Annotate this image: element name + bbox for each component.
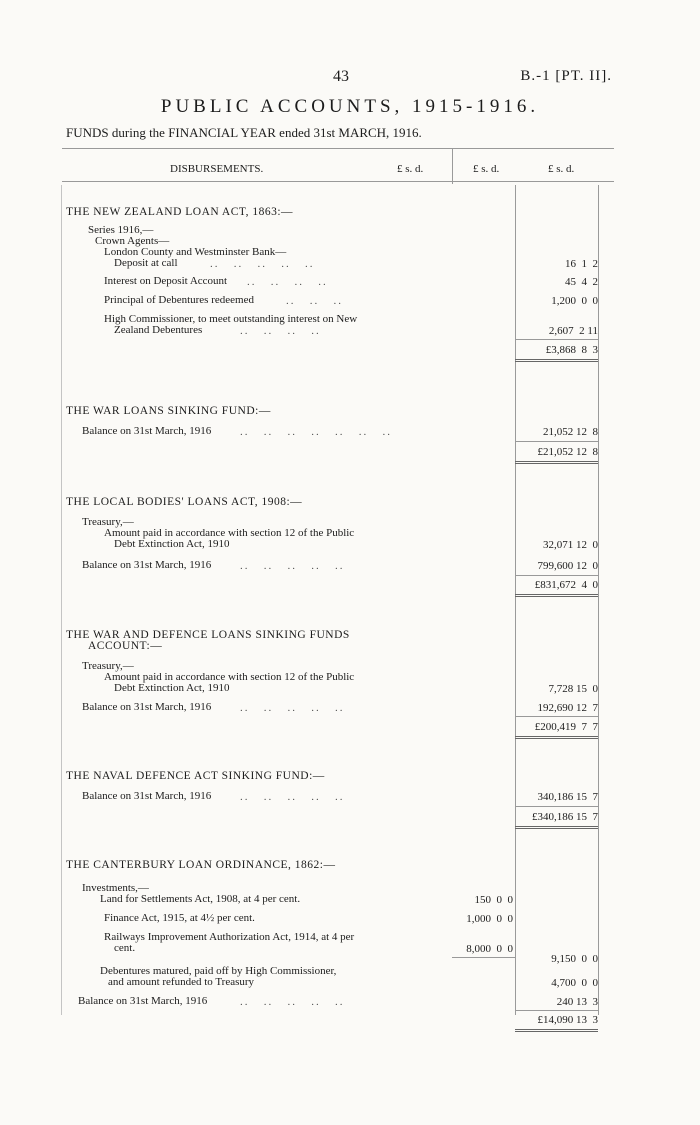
section-total: £340,186 15 7 (532, 811, 598, 823)
amount-cell: 2,607 2 11 (548, 325, 598, 337)
column-divider-2 (515, 185, 516, 1015)
row-label: Balance on 31st March, 1916 (82, 559, 212, 571)
total-rule (515, 339, 598, 340)
total-double-rule (515, 359, 598, 362)
row-label: Debt Extinction Act, 1910 (114, 682, 230, 694)
leader-dots: .. .. .. (286, 295, 343, 307)
total-rule (515, 575, 598, 576)
section-total: £14,090 13 3 (537, 1014, 598, 1026)
leader-dots: .. .. .. .. .. (240, 560, 345, 572)
row-label: Principal of Debentures redeemed (104, 294, 254, 306)
row-label: Amount paid in accordance with section 12 of the Public (104, 527, 355, 539)
row-label: High Commissioner, to meet outstanding interest on New (104, 313, 358, 325)
total-rule (515, 1010, 598, 1011)
amount-cell: 799,600 12 0 (537, 560, 598, 572)
row-label: Balance on 31st March, 1916 (82, 790, 212, 802)
row-label: Treasury,— (82, 660, 134, 672)
row-label: Railways Improvement Authorization Act, 1914, at 4 per (104, 931, 355, 943)
amount-cell: 340,186 15 7 (537, 791, 598, 803)
row-label: Debentures matured, paid off by High Commissioner, (100, 965, 337, 977)
row-label: London County and Westminster Bank— (104, 246, 287, 258)
amount-cell: 16 1 2 (565, 258, 598, 270)
section-heading-canterbury: THE CANTERBURY LOAN ORDINANCE, 1862:— (66, 859, 336, 871)
amount-cell: 1,200 0 0 (551, 295, 598, 307)
amount-cell: 4,700 0 0 (551, 977, 598, 989)
table-top-rule (62, 148, 614, 149)
row-label: Debt Extinction Act, 1910 (114, 538, 230, 550)
row-label: Zealand Debentures (114, 324, 203, 336)
document-reference: B.-1 [PT. II]. (520, 68, 612, 84)
leader-dots: .. .. .. .. .. (240, 996, 345, 1008)
column-header-3: £ s. d. (548, 163, 575, 175)
row-label: Balance on 31st March, 1916 (82, 701, 212, 713)
amount-cell: 1,000 0 0 (466, 913, 513, 925)
row-label: Balance on 31st March, 1916 (82, 425, 212, 437)
section-total: £3,868 8 3 (545, 344, 598, 356)
section-heading-local-bodies: THE LOCAL BODIES' LOANS ACT, 1908:— (66, 496, 303, 508)
leader-dots: .. .. .. .. (247, 276, 328, 288)
amount-cell: 240 13 3 (556, 996, 598, 1008)
section-heading-war-loans: THE WAR LOANS SINKING FUND:— (66, 405, 271, 417)
section-total: £21,052 12 8 (537, 446, 598, 458)
row-label: and amount refunded to Treasury (108, 976, 255, 988)
total-double-rule (515, 461, 598, 464)
amount-cell: 21,052 12 8 (543, 426, 598, 438)
total-rule (515, 806, 598, 807)
row-label: Finance Act, 1915, at 4½ per cent. (104, 912, 255, 924)
column-header-1: £ s. d. (397, 163, 424, 175)
subtotal-rule (452, 957, 515, 958)
amount-cell: 9,150 0 0 (551, 953, 598, 965)
row-label: cent. (114, 942, 136, 954)
leader-dots: .. .. .. .. (240, 325, 321, 337)
leader-dots: .. .. .. .. .. (240, 702, 345, 714)
section-heading-war-defence: THE WAR AND DEFENCE LOANS SINKING FUNDS (66, 629, 350, 641)
column-divider-3 (598, 185, 599, 1015)
leader-dots: .. .. .. .. .. (210, 258, 315, 270)
row-label: Balance on 31st March, 1916 (78, 995, 208, 1007)
section-heading-war-defence-cont: ACCOUNT:— (88, 640, 163, 652)
section-total: £831,672 4 0 (534, 579, 598, 591)
column-header-2: £ s. d. (473, 163, 500, 175)
total-double-rule (515, 826, 598, 829)
amount-cell: 45 4 2 (565, 276, 598, 288)
row-label: Investments,— (82, 882, 149, 894)
row-label: Deposit at call (114, 257, 178, 269)
total-rule (515, 441, 598, 442)
row-label: Interest on Deposit Account (104, 275, 228, 287)
total-double-rule (515, 1029, 598, 1032)
total-double-rule (515, 594, 598, 597)
column-header-description: DISBURSEMENTS. (170, 163, 264, 175)
page-title: PUBLIC ACCOUNTS, 1915-1916. (160, 96, 540, 117)
row-label: Treasury,— (82, 516, 134, 528)
leader-dots: .. .. .. .. .. .. .. (240, 426, 392, 438)
header-bottom-rule (62, 181, 614, 182)
row-label: Land for Settlements Act, 1908, at 4 per cent. (100, 893, 301, 905)
page-number: 43 (333, 68, 349, 85)
row-label: Series 1916,— (88, 224, 154, 236)
leader-dots: .. .. .. .. .. (240, 791, 345, 803)
section-heading-nz-loan: THE NEW ZEALAND LOAN ACT, 1863:— (66, 206, 294, 218)
amount-cell: 32,071 12 0 (543, 539, 598, 551)
column-divider-1 (452, 148, 453, 184)
amount-cell: 192,690 12 7 (537, 702, 598, 714)
amount-cell: 8,000 0 0 (466, 943, 513, 955)
total-double-rule (515, 736, 598, 739)
left-margin-line (61, 185, 62, 1015)
amount-cell: 7,728 15 0 (548, 683, 598, 695)
row-label: Crown Agents— (95, 235, 170, 247)
amount-cell: 150 0 0 (474, 894, 513, 906)
total-rule (515, 716, 598, 717)
page-subtitle: FUNDS during the FINANCIAL YEAR ended 31st MARCH, 1916. (66, 125, 422, 140)
section-heading-naval: THE NAVAL DEFENCE ACT SINKING FUND:— (66, 770, 325, 782)
row-label: Amount paid in accordance with section 12 of the Public (104, 671, 355, 683)
section-total: £200,419 7 7 (534, 721, 598, 733)
